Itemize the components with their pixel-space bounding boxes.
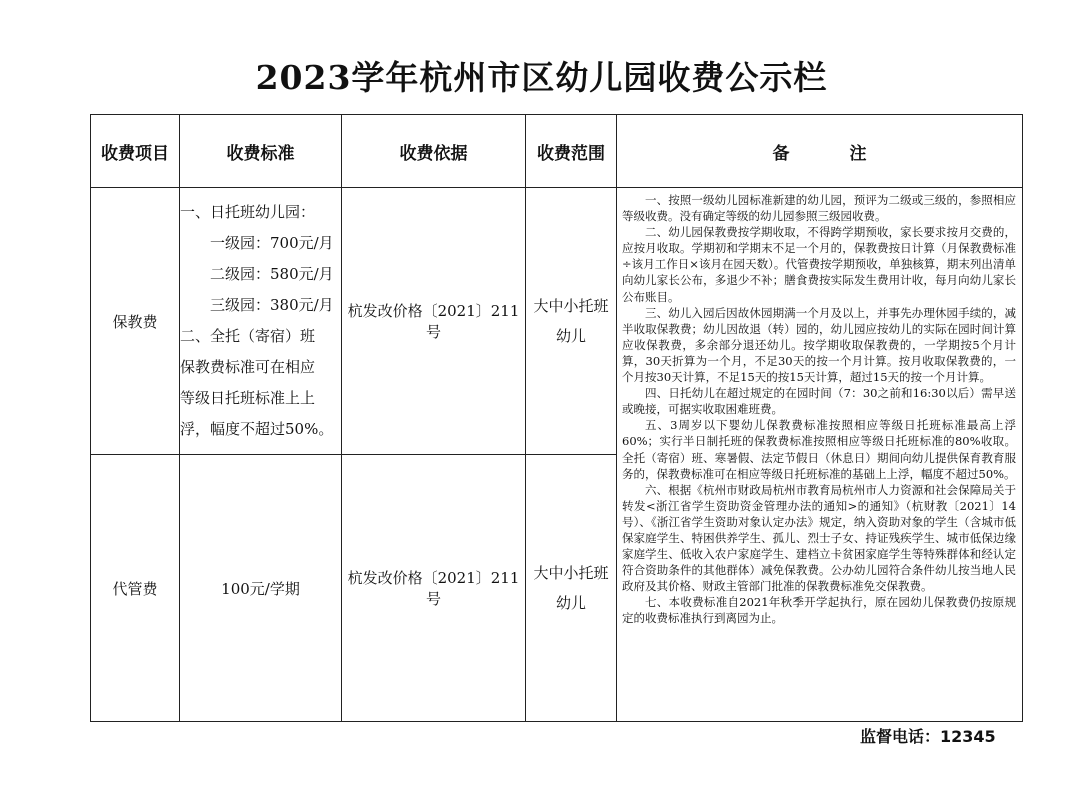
header-standard: 收费标准 — [180, 115, 342, 188]
remark-paragraph: 四、日托幼儿在超过规定的在园时间（7：30之前和16:30以后）需早送或晚接，可据实收取困难班费。 — [622, 386, 1016, 417]
standard-line: 保教费标准可在相应 — [180, 358, 316, 376]
remark-paragraph: 七、本收费标准自2021年秋季开学起执行，原在园幼儿保教费仍按原规定的收费标准执行到离园为止。 — [622, 595, 1016, 626]
hotline: 监督电话：12345 — [860, 727, 996, 746]
remark-paragraph: 二、幼儿园保教费按学期收取，不得跨学期预收，家长要求按月交费的，应按月收取。学期初和学期末不足一个月的，保教费按日计算（月保教费标准÷该月工作日×该月在园天数）。代管费按学期预收，单独核算，期末列出清单向幼儿家长公布，多退少不补；膳食费按实际发生费用计收，每月向幼儿家长公布账目。 — [622, 225, 1016, 304]
standard-line: 一级园：700元/月 — [210, 234, 334, 252]
remarks-text — [622, 192, 1016, 627]
remark-paragraph: 五、3周岁以下婴幼儿保教费标准按照相应等级日托班标准最高上浮60%；实行半日制托班的保教费标准按照相应等级日托班标准的80%收取。全托（寄宿）班、寒暑假、法定节假日（休息日）期间向幼儿提供保育教育服务的，保教费标准可在相应等级日托班标准的基础上上浮，幅度不超过50%。 — [622, 418, 1016, 481]
standard-line: 浮，幅度不超过50%。 — [180, 420, 334, 438]
basis-custody: 杭发改价格〔2021〕211号 — [342, 455, 526, 722]
standard-custody: 100元/学期 — [180, 455, 342, 722]
header-scope: 收费范围 — [526, 115, 617, 188]
item-custody: 代管费 — [91, 455, 180, 722]
scope-line: 幼儿 — [555, 594, 586, 612]
standard-line: 三级园：380元/月 — [210, 296, 334, 314]
scope-line: 大中小托班 — [533, 297, 609, 315]
scope-custody — [526, 455, 617, 722]
remark-paragraph: 一、按照一级幼儿园标准新建的幼儿园，预评为二级或三级的，参照相应等级收费。没有确定等级的幼儿园参照三级园收费。 — [622, 193, 1016, 224]
standard-line: 等级日托班标准上上 — [180, 389, 316, 407]
header-row — [91, 115, 1023, 188]
item-tuition: 保教费 — [91, 188, 180, 455]
remark-paragraph: 六、根据《杭州市财政局杭州市教育局杭州市人力资源和社会保障局关于转发<浙江省学生资助资金管理办法的通知>的通知》（杭财教〔2021〕14号）、《浙江省学生资助对象认定办法》规定，纳入资助对象的学生（含城市低保家庭学生、特困供养学生、孤儿、烈士子女、持证残疾学生、城市低保边缘家庭学生、低收入农户家庭学生、建档立卡贫困家庭学生等特殊群体和经认定符合资助条件的其他群体）减免保教费。公办幼儿园符合条件幼儿按当地人民政府及其价格、财政主管部门批准的保教费标准免交保教费。 — [622, 482, 1016, 594]
basis-tuition: 杭发改价格〔2021〕211号 — [342, 188, 526, 455]
standard-line: 一、日托班幼儿园： — [180, 203, 316, 221]
scope-line: 大中小托班 — [533, 564, 609, 582]
header-remark: 备注 — [617, 115, 1023, 188]
scope-line: 幼儿 — [555, 327, 586, 345]
remark-paragraph: 三、幼儿入园后因故休园期满一个月及以上，并事先办理休园手续的，减半收取保教费；幼儿因故退（转）园的，幼儿园应按幼儿的实际在园时间计算应收保教费，多余部分退还幼儿。按学期收取保教费的，一学期按5个月计算，30天折算为一个月，不足30天的按一个月计算。按月收取保教费的，一个月按30天计算，不足15天的按15天计算，超过15天的按一个月计算。 — [622, 305, 1016, 385]
page-title: 2023学年杭州市区幼儿园收费公示栏 — [255, 58, 828, 97]
standard-line: 二、全托（寄宿）班 — [180, 327, 316, 345]
standard-tuition — [180, 188, 342, 455]
header-basis: 收费依据 — [342, 115, 526, 188]
standard-line: 二级园：580元/月 — [210, 265, 334, 283]
header-item: 收费项目 — [91, 115, 180, 188]
scope-tuition — [526, 188, 617, 455]
